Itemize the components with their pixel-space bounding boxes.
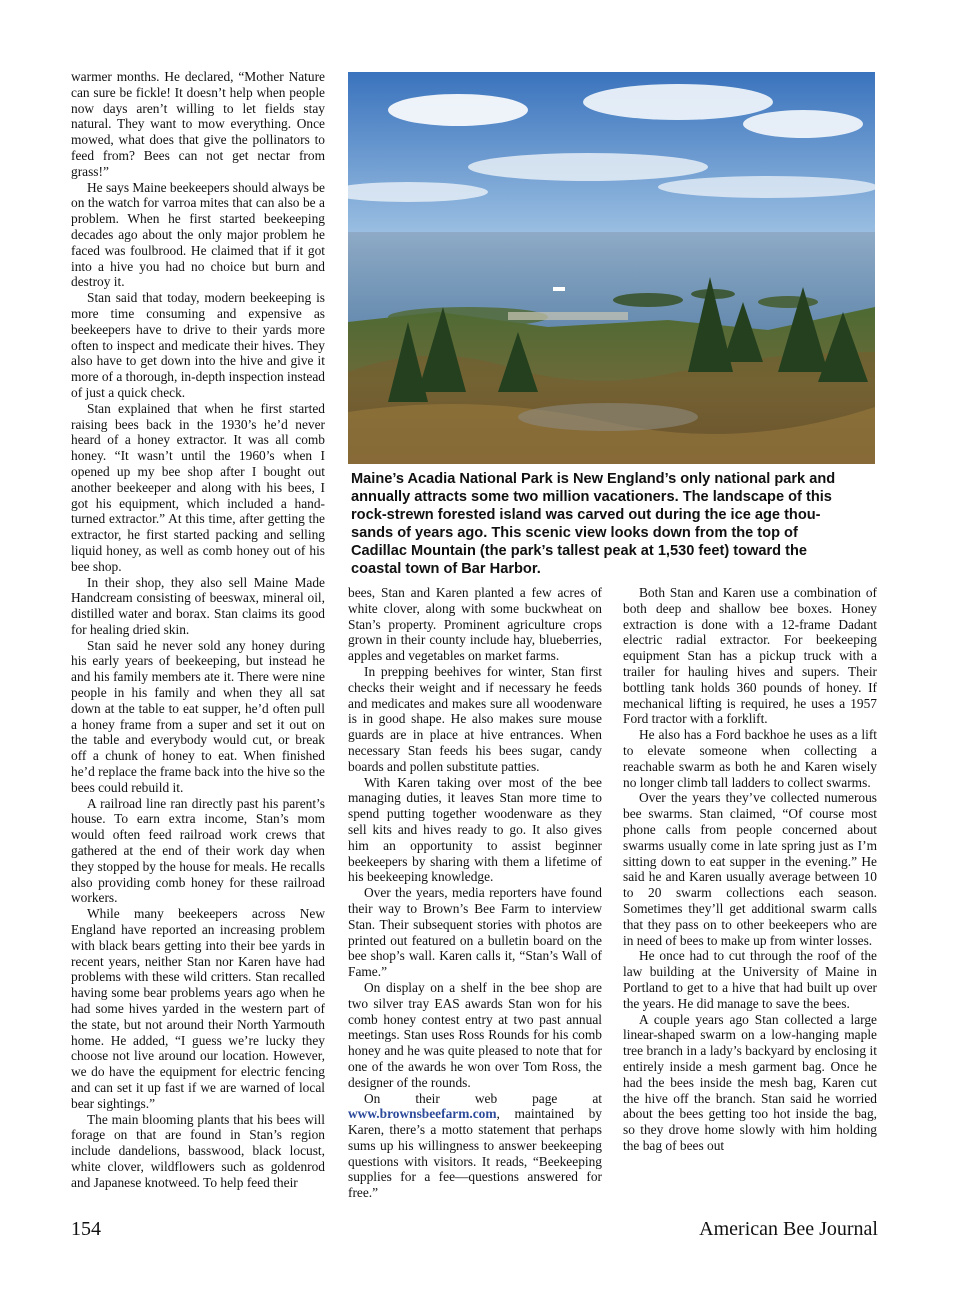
paragraph: Stan said he never sold any honey during his early years of beekeeping, but instead he and his family members ate it. There were nine people in his family and when they all sat down at the table to eat supper, he’d often pull a honey frame from a super and set it out on the table and everybody would cut, or break off a chunk of honey to eat. When finished he’d replace the frame back into the hive so the bees could rebuild it. <box>71 637 325 795</box>
caption-line: annually attracts some two million vacationers. The landscape of this <box>351 489 832 505</box>
paragraph: He says Maine beekeepers should always be on the watch for varroa mites that can also be a problem. When he first started beekeeping decades ago about the only major problem he faced was foulbrood. He claimed that if it got into a hive you had no choice but burn and destroy it. <box>71 179 325 290</box>
article-column-1 <box>71 69 325 1191</box>
paragraph: In prepping beehives for winter, Stan first checks their weight and if necessary he feeds and medicates and makes sure all woodenware is in good shape. He also makes sure mouse guards are in place at hive entrances. When necessary Stan feeds his bees sugar, candy boards and pollen substitute patties. <box>348 663 602 774</box>
paragraph: While many beekeepers across New England have reported an increasing problem with black bears getting into their bee yards in recent years, neither Stan nor Karen have had problems with these wild critters. Stan recalled having some bear problems years ago when he had some hives yarded in the western part of the state, but not around their North Yarmouth home. He added, “I guess we’re lucky they choose not live around our location. However, we do have the equipment for electric fencing and can set it up fast if we are warned of local bear sightings.” <box>71 906 325 1111</box>
paragraph: Stan explained that when he first started raising bees back in the 1930’s he’d never heard of a honey extractor. It was all comb honey. “It wasn’t until the 1960’s when I opened up my bee shop after I bought out another beekeeper and along with his bees, I got his equipment, which included a hand-turned extractor.” At this time, after getting the extractor, he first started packing and selling liquid honey, as well as comb honey out of his bee shop. <box>71 400 325 574</box>
paragraph-text: , maintained by Karen, there’s a motto statement that perhaps sums up his willingness to answer beekeeping questions with visitors. It reads, “Beekeeping supplies for a fee—questions answered for free.” <box>348 1106 602 1201</box>
paragraph: A railroad line ran directly past his parent’s house. To earn extra income, Stan’s mom would often feed railroad work crews that gathered at the end of their work day when they stopped by the house for meals. He recalls also providing comb honey for these railroad workers. <box>71 795 325 906</box>
paragraph: The main blooming plants that his bees will forage on that are found in Stan’s region include dandelions, basswood, black locust, white clover, wildflowers such as goldenrod and Japanese knotweed. To help feed their <box>71 1111 325 1190</box>
paragraph: bees, Stan and Karen planted a few acres of white clover, along with some buckwheat on Stan’s property. Prominent agriculture crops grown in their county include hay, blueberries, apples and vegetables on market farms. <box>348 585 602 664</box>
caption-line: rock-strewn forested island was carved out during the ice age thou- <box>351 507 821 523</box>
paragraph <box>348 1091 602 1202</box>
paragraph-text: On their web page at <box>364 1090 602 1106</box>
paragraph: He also has a Ford backhoe he uses as a lift to elevate someone when collecting a reachable swarm as both he and Karen wisely no longer climb tall ladders to collect swarms. <box>623 727 877 790</box>
paragraph: Over the years they’ve collected numerous bee swarms. Stan claimed, “Of course most phone calls from people concerned about swarms usually come in late spring just as I’m sitting down to eat supper in the evening.” He said he and Karen usually average between 10 to 20 swarm collections each season. Sometimes they’ll get additional swarm calls that they pass on to other beekeepers who are in need of bees to make up from winter losses. <box>623 790 877 948</box>
paragraph: With Karen taking over most of the bee managing duties, it leaves Stan more time to spend putting together woodenware as they sell kits and hives ready to go. It also gives him an opportunity to assist beginner beekeepers by sharing with them a lifetime of his beekeeping knowledge. <box>348 774 602 885</box>
article-column-3 <box>623 585 877 1154</box>
photo-caption <box>351 470 875 578</box>
page-number: 154 <box>71 1218 101 1240</box>
caption-line: coastal town of Bar Harbor. <box>351 561 541 577</box>
paragraph: In their shop, they also sell Maine Made Handcream consisting of beeswax, mineral oil, distilled water and borax. Stan claims its good for healing dried skin. <box>71 574 325 637</box>
paragraph: Stan said that today, modern beekeeping is more time consuming and expensive as beekeepers have to drive to their yards more often to inspect and medicate their hives. They also have to get down into the hive and give it more of a thorough, in-depth inspection instead of just a quick check. <box>71 290 325 400</box>
article-column-2 <box>348 585 602 1201</box>
paragraph: Both Stan and Karen use a combination of both deep and shallow bee boxes. Honey extraction is done with a 12-frame Dadant electric radial extractor. For beekeeping equipment Stan has a pickup truck with a trailer for hauling hives and supers. Their bottling tank holds 360 pounds of honey. If mechanical lifting is required, he uses a 1957 Ford tractor with a forklift. <box>623 585 877 727</box>
paragraph: On display on a shelf in the bee shop are two silver tray EAS awards Stan won for his comb honey contest entry at two past annual meetings. Stan uses Ross Rounds for his comb honey and he was quite pleased to note that for one of the awards he won over Tom Ross, the designer of the rounds. <box>348 979 602 1090</box>
website-link[interactable]: www.brownsbeefarm.com <box>348 1106 497 1122</box>
paragraph: Over the years, media reporters have found their way to Brown’s Bee Farm to interview Stan. Their subsequent stories with photos are printed out featured on a bulletin board on the bee shop’s wall. Karen calls it, “Stan’s Wall of Fame.” <box>348 885 602 980</box>
caption-line: Maine’s Acadia National Park is New England’s only national park and <box>351 471 836 487</box>
journal-title: American Bee Journal <box>699 1218 878 1240</box>
paragraph: He once had to cut through the roof of the law building at the University of Maine in Portland to get to a hive that had built up over the years. He did manage to save the bees. <box>623 948 877 1011</box>
acadia-landscape-photo <box>348 72 875 464</box>
caption-line: sands of years ago. This scenic view looks down from the top of <box>351 525 798 541</box>
caption-line: Cadillac Mountain (the park’s tallest peak at 1,530 feet) toward the <box>351 543 808 559</box>
paragraph: A couple years ago Stan collected a large linear-shaped swarm on a low-hanging maple tree branch in a lady’s backyard by enclosing it entirely inside a mesh garment bag. Once he had the bees inside the mesh bag, Karen cut the hive off the branch. Stan said he worried about the bees getting too hot inside the bag, so they drove home slowly with him holding the bag of bees out <box>623 1011 877 1153</box>
paragraph: warmer months. He declared, “Mother Nature can sure be fickle! It doesn’t help when people now days aren’t willing to let fields stay natural. They want to mow everything. Once mowed, what does that give the pollinators to feed from? Bees can not get nectar from grass!” <box>71 69 325 179</box>
